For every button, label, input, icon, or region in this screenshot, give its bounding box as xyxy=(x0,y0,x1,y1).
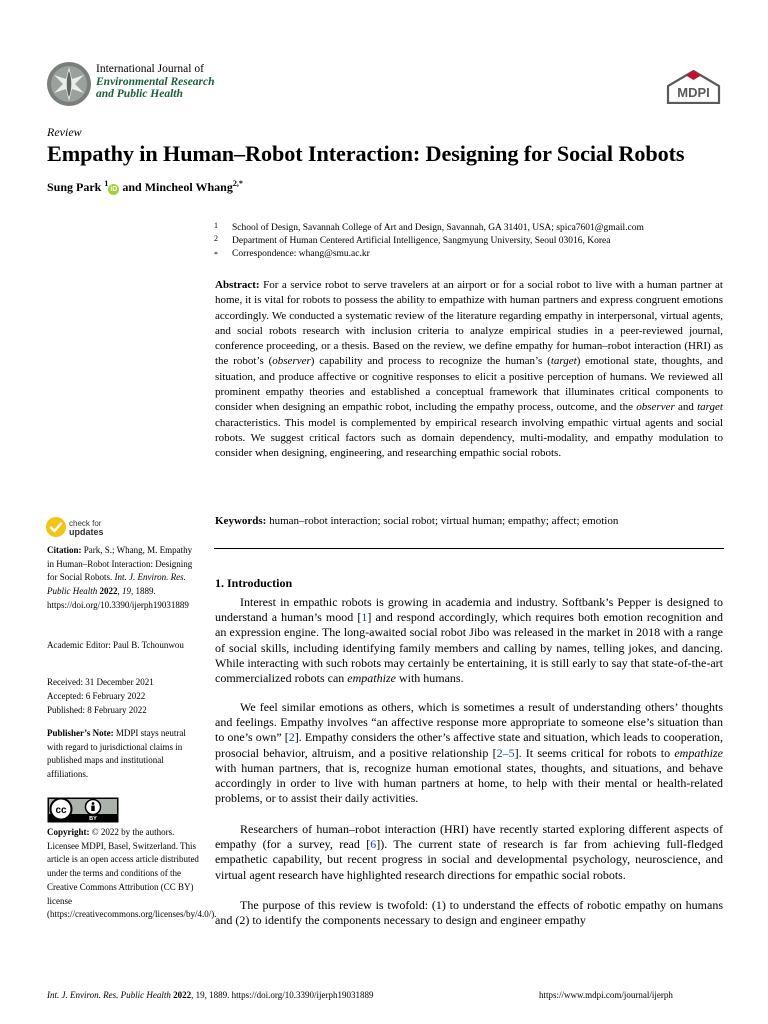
abstract-emphasis: target xyxy=(697,401,723,414)
body-paragraph xyxy=(215,898,723,928)
copyright-label: Copyright: xyxy=(47,827,90,837)
academic-editor: Academic Editor: Paul B. Tchounwou xyxy=(47,640,184,650)
body-paragraph xyxy=(215,595,723,686)
keywords xyxy=(215,515,723,527)
received-date: Received: 31 December 2021 xyxy=(47,677,154,687)
author-affiliation-ref: 2,* xyxy=(232,179,243,188)
citation-label: Citation: xyxy=(47,545,82,555)
check-updates-line1: check for xyxy=(69,519,102,528)
body-paragraph xyxy=(215,700,723,806)
publisher-note xyxy=(47,727,199,782)
section-heading: 1. Introduction xyxy=(215,576,293,590)
paragraph-text: with humans. xyxy=(395,671,464,686)
published-date: Published: 8 February 2022 xyxy=(47,705,147,715)
copyright-text: © 2022 by the authors. Licensee MDPI, Basel, Switzerland. This article is an open access article distributed under the terms and conditions of the Creative Commons Attribution (CC BY) license (https://creativecommons.org/licenses/by/4.0/). xyxy=(47,827,217,920)
journal-name xyxy=(96,63,215,101)
citation-link[interactable]: 2 xyxy=(288,730,295,745)
body-paragraph xyxy=(215,822,723,883)
footer-doi[interactable]: , 19, 1889. https://doi.org/10.3390/ijerph19031889 xyxy=(191,990,374,1000)
author-name[interactable]: Sung Park xyxy=(47,180,102,194)
paragraph-text: Interest in empathic robots is growing in academia and industry. Softbank’s Pepper is designed to understand a human’s mood [ xyxy=(215,595,723,625)
copyright xyxy=(47,826,217,922)
paragraph-emphasis: empathize xyxy=(347,671,396,686)
cc-badge-right-text: BY xyxy=(89,816,97,822)
paragraph-text: ]). The current state of research is far from achieving full-fledged empathetic capability, but recent progress in social and developmental psychology, neuroscience, and virtual agent research have highlighted research directions for empathic social robots. xyxy=(215,837,723,882)
keywords-label: Keywords: xyxy=(215,515,267,527)
citation-link[interactable]: 1 xyxy=(361,610,368,625)
journal-name-line3: and Public Health xyxy=(96,88,183,100)
check-updates-line2: updates xyxy=(69,527,104,537)
paragraph-text: ]. Empathy considers the other’s affective state and situation, which leads to cooperation, prosocial behavior, altruism, and a positive relationship [ xyxy=(215,730,724,760)
abstract-text: and xyxy=(674,401,698,414)
paragraph-emphasis: empathize xyxy=(674,745,723,760)
cc-by-license-icon[interactable] xyxy=(47,797,119,823)
abstract-text: ) capability and process to recognize the human’s ( xyxy=(310,355,551,368)
abstract-text: characteristics. This model is complemented by empirical research involving empathic virtual agents and social robots. We suggest critical factors such as domain dependency, multi-modality, and empathy modulation to consider when designing, engineering, and researching empathic social robots. xyxy=(215,416,723,460)
paragraph-text: with human partners, that is, recognize human emotional states, thoughts, and situations, and behave accordingly in order to live with human partners at home, to help with their mental or health-related problems, or to assist their daily activities. xyxy=(215,760,723,806)
citation-journal: Int. J. Environ. Res. Public Health xyxy=(47,572,186,597)
footer-journal-url[interactable]: https://www.mdpi.com/journal/ijerph xyxy=(539,990,673,1000)
citation-link[interactable]: 6 xyxy=(370,837,377,852)
abstract-emphasis: target xyxy=(550,355,577,368)
citation-text: Park, S.; Whang, M. Empathy in Human–Robot Interaction: Designing for Social Robots. xyxy=(47,545,193,583)
paragraph-text: The purpose of this review is twofold: (1) to understand the effects of robotic empathy on humans and (2) to identify the components necessary to design and engineer empathy xyxy=(215,898,723,928)
mdpi-logo-text: MDPI xyxy=(677,85,710,100)
citation-doi[interactable]: , 1889. https://doi.org/10.3390/ijerph19031889 xyxy=(47,586,189,610)
section-divider xyxy=(214,548,724,549)
affiliation-number: * xyxy=(214,250,218,259)
journal-name-line2: Environmental Research xyxy=(96,75,215,88)
author-affiliation-ref: 1 xyxy=(104,179,109,188)
article-title: Empathy in Human–Robot Interaction: Designing for Social Robots xyxy=(47,141,685,166)
cc-badge-left-text: cc xyxy=(55,805,67,816)
citation-link[interactable]: 2–5 xyxy=(496,745,515,760)
author-separator: and xyxy=(119,180,145,194)
correspondence-text[interactable]: Correspondence: whang@smu.ac.kr xyxy=(232,249,370,259)
mdpi-logo-icon xyxy=(666,70,721,104)
paragraph-text: We feel similar emotions as others, which is sometimes a result of understanding others’ thoughts and feelings. Empathy involves “an affective response more appropriate to someone else’s situation than to one’s own” [ xyxy=(215,700,723,745)
check-updates-icon xyxy=(45,516,67,538)
accepted-date: Accepted: 6 February 2022 xyxy=(47,691,146,701)
citation xyxy=(47,544,199,613)
journal-name-line1: International Journal of xyxy=(96,63,204,75)
paragraph-text: ]. It seems critical for robots to xyxy=(514,745,675,760)
author-list xyxy=(47,179,243,195)
abstract xyxy=(215,278,723,462)
footer-year: 2022 xyxy=(170,990,192,1000)
affiliation-text: School of Design, Savannah College of Art and Design, Savannah, GA 31401, USA; spica7601@gmail.com xyxy=(232,223,644,233)
affiliation-number: 2 xyxy=(214,234,218,243)
publisher-note-label: Publisher’s Note: xyxy=(47,728,114,738)
abstract-text: For a service robot to serve travelers at an airport or for a social robot to live with a human partner at home, it is vital for robots to possess the ability to empathize with human partners and express congruent emotions accordingly. We conducted a systematic review of the literature regarding empathy in interpersonal, virtual agents, and social robots research with inclusion criteria to analyze empirical studies in a peer-reviewed journal, conference proceeding, or a thesis. Based on the review, we define empathy for human–robot interaction (HRI) as the robot’s ( xyxy=(215,279,723,368)
abstract-emphasis: observer xyxy=(636,401,675,414)
abstract-text: ) emotional state, thoughts, and situation, and produce affective or cognitive responses to elicit a positive perception of humans. We reviewed all prominent empathy theories and established a conceptual framework that illuminates critical components to consider when designing an empathic robot, including the empathy process, outcome, and the xyxy=(215,355,723,414)
paragraph-text: ] and respond accordingly, which requires both emotion recognition and an expression engine. The long-awaited social robot Jibo was released in the market in 2018 with a range of social skills, including identifying family members and calling by names, telling jokes, and dancing. While interacting with such robots may certainly be entertaining, it is still early to say that state-of-the-art commercialized robots can xyxy=(215,610,723,686)
footer-citation xyxy=(47,990,373,1000)
journal-logo-icon xyxy=(46,61,92,107)
affiliation-number: 1 xyxy=(214,221,218,230)
citation-year: 2022 xyxy=(97,586,118,597)
abstract-label: Abstract: xyxy=(215,279,260,291)
author-name[interactable]: Mincheol Whang xyxy=(144,180,233,194)
publisher-note-text: MDPI stays neutral with regard to jurisdictional claims in published maps and institutional affiliations. xyxy=(47,728,186,780)
article-type: Review xyxy=(47,125,82,139)
paragraph-text: Researchers of human–robot interaction (HRI) have recently started exploring different aspects of empathy (for a survey, read [ xyxy=(215,822,723,852)
orcid-icon[interactable]: iD xyxy=(110,186,118,193)
keywords-text: human–robot interaction; social robot; virtual human; empathy; affect; emotion xyxy=(266,515,619,527)
citation-volume: , 19 xyxy=(117,586,131,597)
affiliation-text: Department of Human Centered Artificial Intelligence, Sangmyung University, Seoul 03016, Korea xyxy=(232,236,611,246)
abstract-emphasis: observer xyxy=(272,355,311,368)
footer-journal: Int. J. Environ. Res. Public Health xyxy=(47,990,171,1000)
check-for-updates-button[interactable] xyxy=(45,516,125,542)
check-updates-label xyxy=(69,519,104,537)
